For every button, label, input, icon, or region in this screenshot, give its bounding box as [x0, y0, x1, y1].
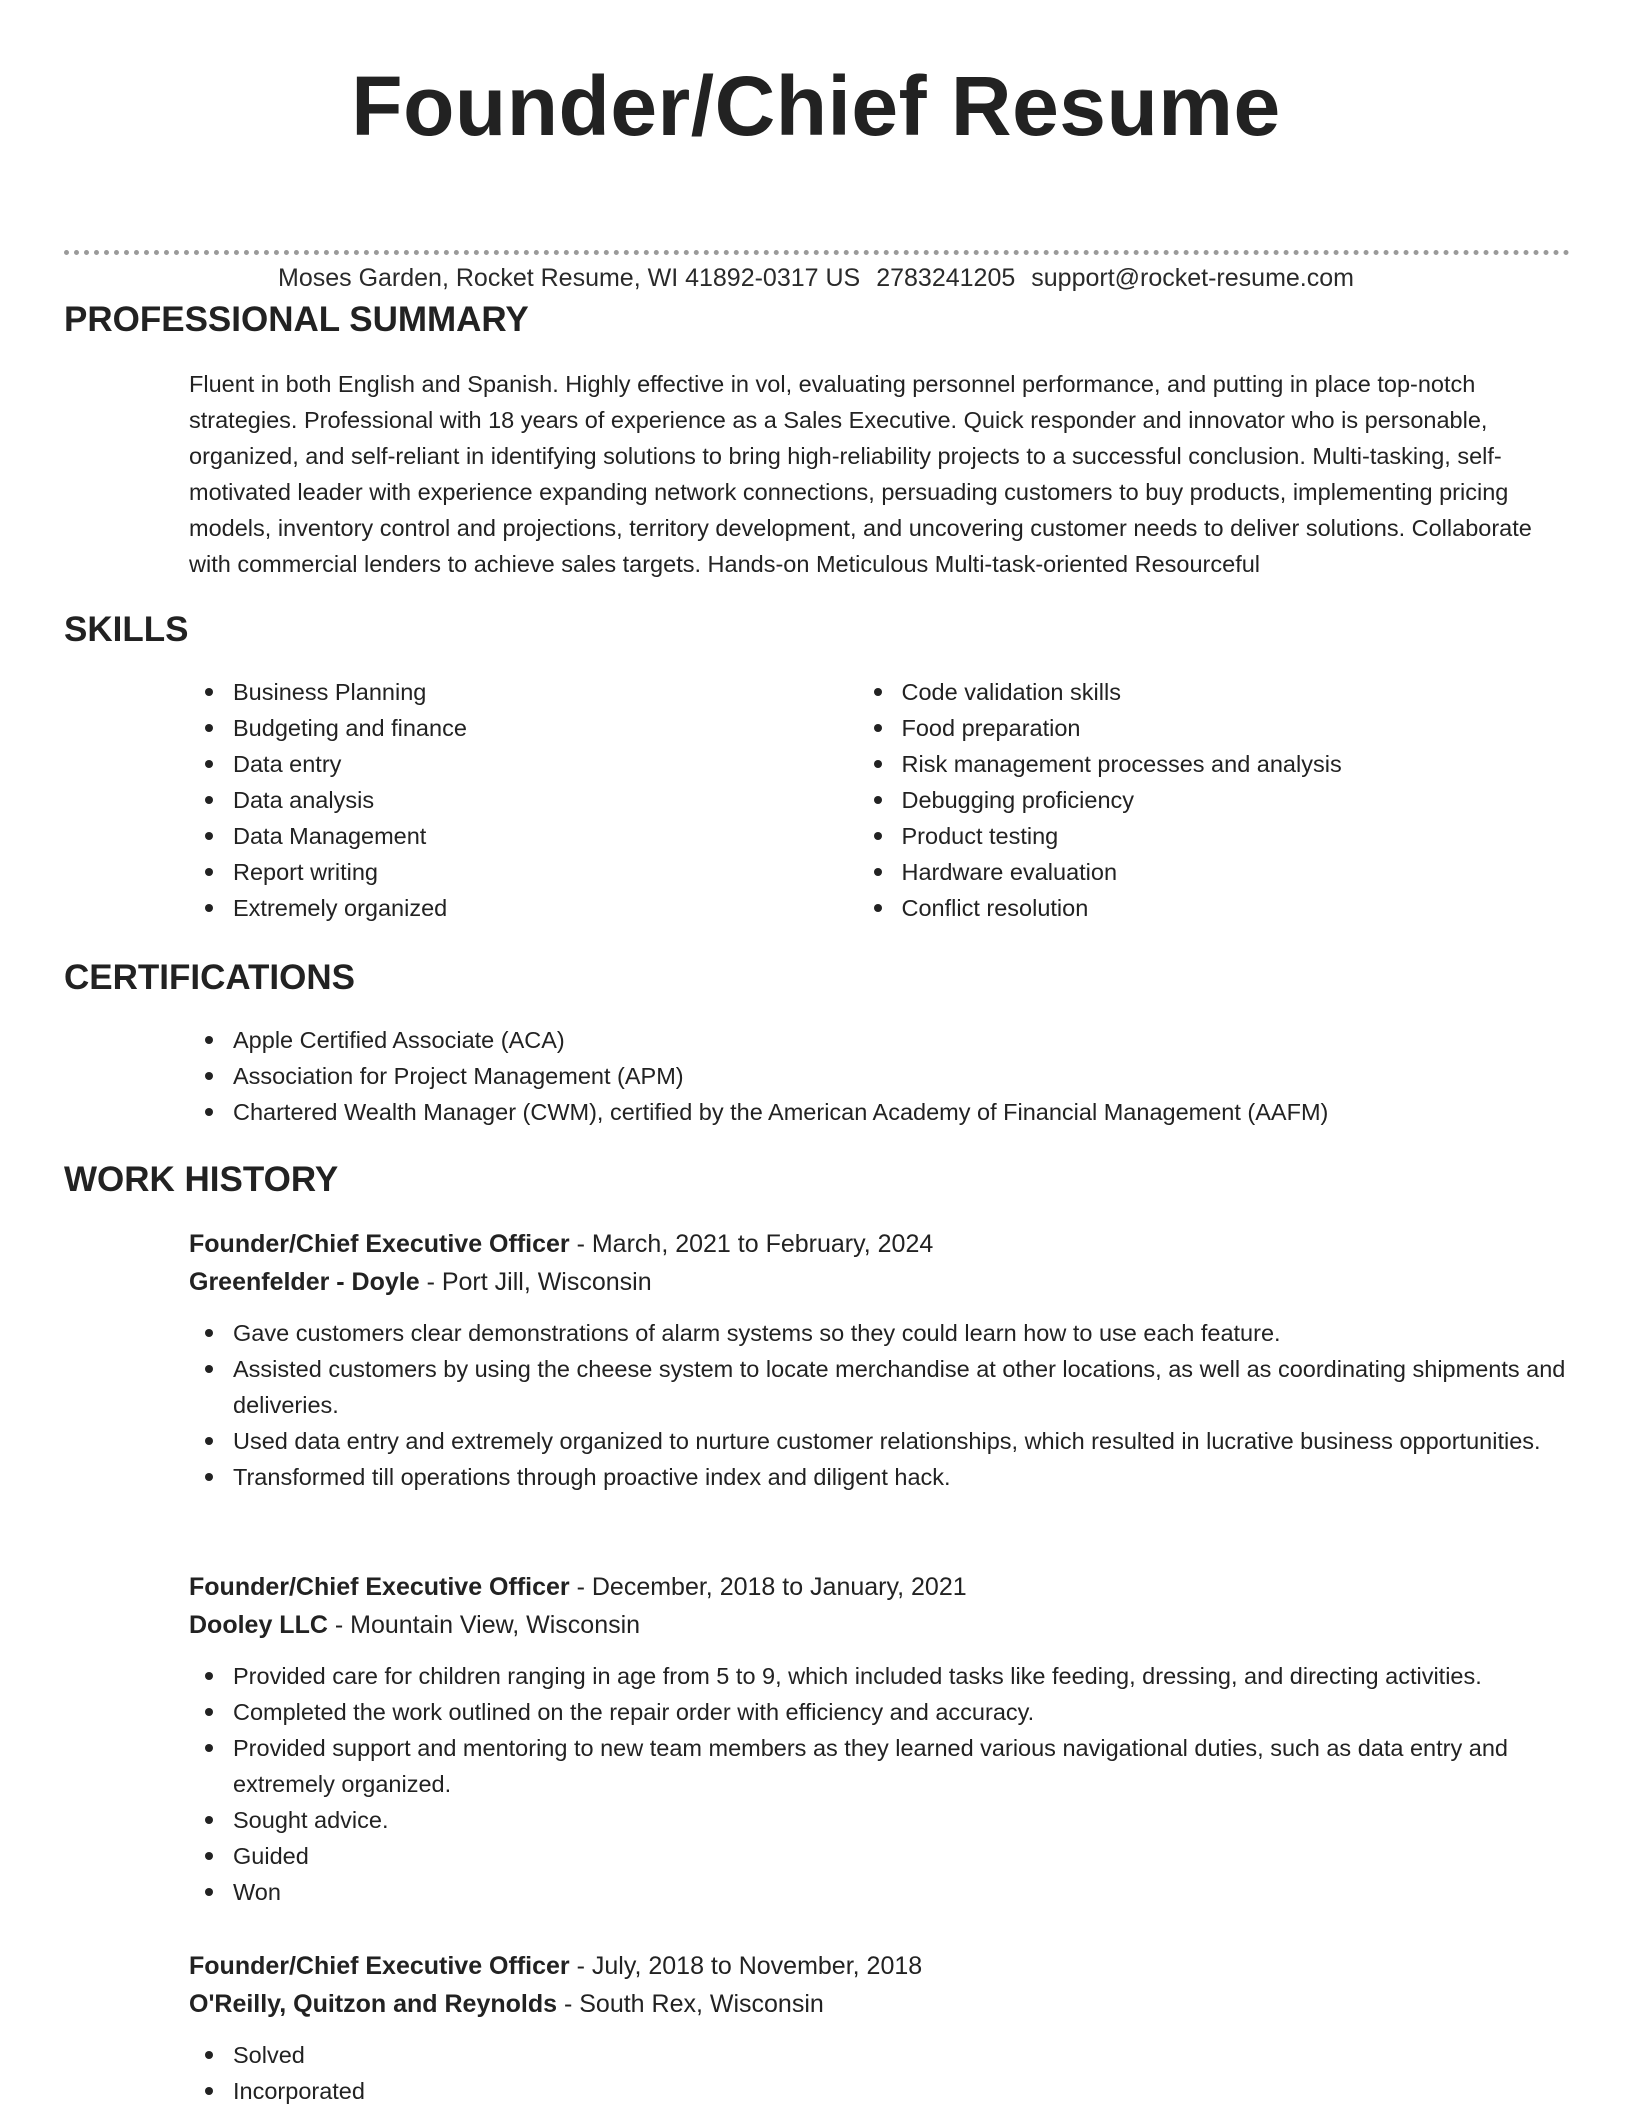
skills-columns	[233, 674, 1570, 926]
certification-item: Association for Project Management (APM)	[233, 1058, 1570, 1094]
job-company-line	[189, 1263, 1569, 1301]
job-location: - Mountain View, Wisconsin	[327, 1611, 641, 1639]
job-dates: - July, 2018 to November, 2018	[569, 1952, 923, 1980]
job-bullet: Sought advice.	[233, 1802, 1569, 1838]
skill-item: Product testing	[902, 818, 1571, 854]
job-bullet: Solved	[233, 2037, 1569, 2073]
job-location: - South Rex, Wisconsin	[557, 1990, 824, 2018]
job-title-line	[189, 1568, 1569, 1606]
job-bullet: Guided	[233, 1838, 1569, 1874]
job-location: - Port Jill, Wisconsin	[419, 1268, 652, 1296]
contact-phone: 2783241205	[876, 264, 1016, 292]
summary-heading: PROFESSIONAL SUMMARY	[64, 300, 529, 339]
skills-section	[64, 608, 1570, 926]
header-divider	[64, 250, 1570, 255]
job-bullet: Used data entry and extremely organized to nurture customer relationships, which resulted in lucrative business opportunities.	[233, 1423, 1569, 1459]
summary-section	[64, 298, 1570, 582]
certifications-list	[233, 1022, 1570, 1130]
job-dates: - March, 2021 to February, 2024	[569, 1230, 934, 1258]
resume-name: Founder/Chief Resume	[351, 59, 1281, 153]
skill-item: Budgeting and finance	[233, 710, 902, 746]
job-entry-2	[189, 1568, 1569, 1910]
job-bullet: Transformed till operations through proactive index and diligent hack.	[233, 1459, 1569, 1495]
skill-item: Data entry	[233, 746, 902, 782]
job-dates: - December, 2018 to January, 2021	[569, 1573, 967, 1601]
contact-line	[0, 260, 1632, 296]
job-bullets	[233, 1315, 1569, 1495]
work-history-heading: WORK HISTORY	[64, 1160, 339, 1199]
skill-item: Extremely organized	[233, 890, 902, 926]
job-company-line	[189, 1985, 1569, 2023]
job-company-line	[189, 1606, 1569, 1644]
certifications-heading: CERTIFICATIONS	[64, 958, 356, 997]
job-company: O'Reilly, Quitzon and Reynolds	[189, 1990, 558, 2018]
job-bullet: Completed the work outlined on the repair order with efficiency and accuracy.	[233, 1694, 1569, 1730]
work-history-section	[64, 1158, 1570, 1202]
job-title: Founder/Chief Executive Officer	[189, 1230, 570, 1258]
job-title: Founder/Chief Executive Officer	[189, 1573, 570, 1601]
job-title-line	[189, 1947, 1569, 1985]
skills-list-right	[902, 674, 1571, 926]
job-bullet: Won	[233, 1874, 1569, 1910]
skill-item: Report writing	[233, 854, 902, 890]
job-bullet: Assisted customers by using the cheese system to locate merchandise at other locations, as well as coordinating shipments and deliveries.	[233, 1351, 1569, 1423]
skills-heading: SKILLS	[64, 610, 189, 649]
job-title-line	[189, 1225, 1569, 1263]
job-entry-1	[189, 1225, 1569, 1495]
job-title: Founder/Chief Executive Officer	[189, 1952, 570, 1980]
skill-item: Food preparation	[902, 710, 1571, 746]
skills-list-left	[233, 674, 902, 926]
skill-item: Data Management	[233, 818, 902, 854]
skill-item: Hardware evaluation	[902, 854, 1571, 890]
job-bullets	[233, 2037, 1569, 2109]
job-bullet: Incorporated	[233, 2073, 1569, 2109]
job-bullet: Gave customers clear demonstrations of alarm systems so they could learn how to use each feature.	[233, 1315, 1569, 1351]
skill-item: Code validation skills	[902, 674, 1571, 710]
certifications-section	[64, 956, 1570, 1130]
certification-item: Apple Certified Associate (ACA)	[233, 1022, 1570, 1058]
summary-text: Fluent in both English and Spanish. Highly effective in vol, evaluating personnel performance, and putting in place top-notch strategies. Professional with 18 years of experience as a Sales Executive. Quick responder and innovator who is personable, organized, and self-reliant in identifying solutions to bring high-reliability projects to a successful conclusion. Multi-tasking, self-motivated leader with experience expanding network connections, persuading customers to buy products, implementing pricing models, inventory control and projections, territory development, and uncovering customer needs to deliver solutions. Collaborate with commercial lenders to achieve sales targets. Hands-on Meticulous Multi-task-oriented Resourceful	[189, 371, 1532, 577]
job-bullet: Provided support and mentoring to new team members as they learned various navigational duties, such as data entry and extremely organized.	[233, 1730, 1569, 1802]
contact-email: support@rocket-resume.com	[1031, 264, 1354, 292]
job-entry-3	[189, 1947, 1569, 2109]
job-bullets	[233, 1658, 1569, 1910]
contact-address: Moses Garden, Rocket Resume, WI 41892-0317 US	[278, 264, 861, 292]
skill-item: Data analysis	[233, 782, 902, 818]
skill-item: Risk management processes and analysis	[902, 746, 1571, 782]
job-company: Dooley LLC	[189, 1611, 328, 1639]
skill-item: Debugging proficiency	[902, 782, 1571, 818]
job-company: Greenfelder - Doyle	[189, 1268, 420, 1296]
certification-item: Chartered Wealth Manager (CWM), certified by the American Academy of Financial Management (AAFM)	[233, 1094, 1570, 1130]
skill-item: Business Planning	[233, 674, 902, 710]
skill-item: Conflict resolution	[902, 890, 1571, 926]
job-bullet: Provided care for children ranging in age from 5 to 9, which included tasks like feeding, dressing, and directing activities.	[233, 1658, 1569, 1694]
